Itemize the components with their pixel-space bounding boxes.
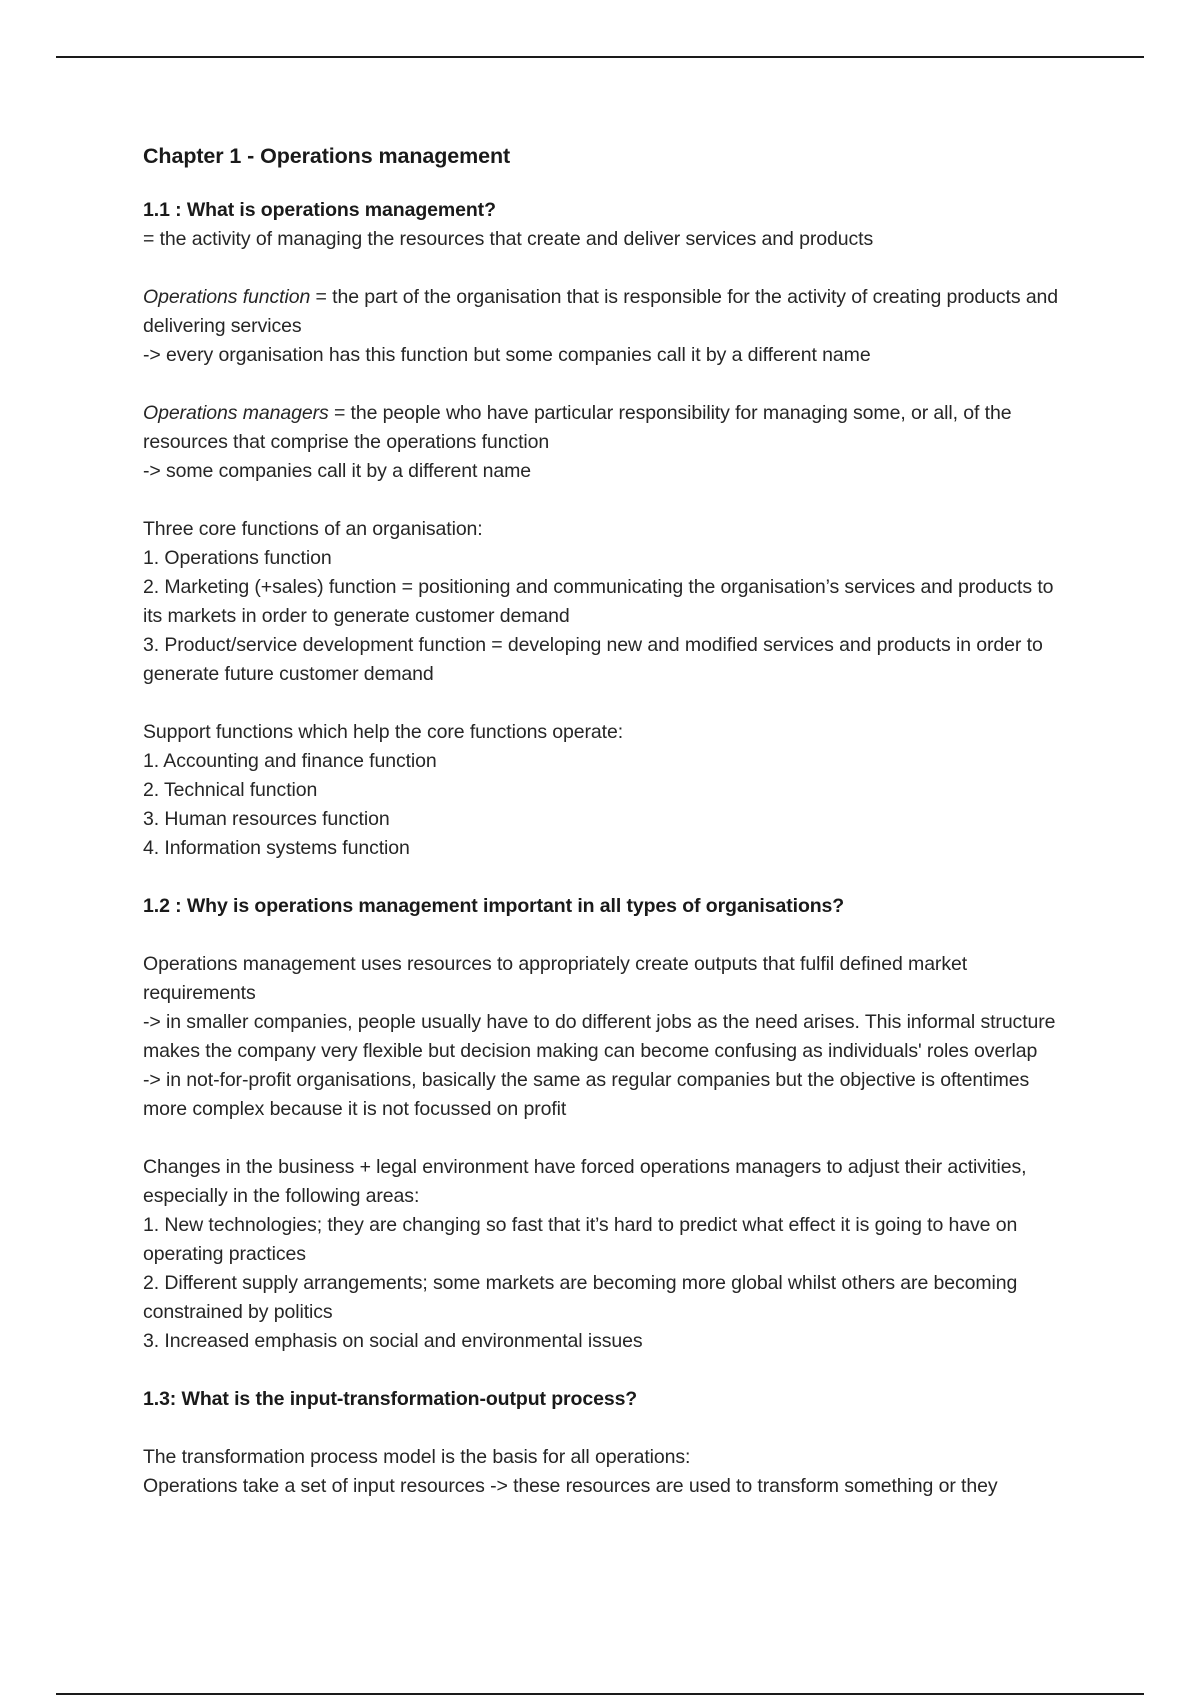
list-item: 3. Product/service development function = developing new and modified services and products in order to generate future customer demand bbox=[143, 634, 1043, 685]
ops-managers-definition bbox=[143, 399, 1063, 457]
ops-managers-text: = the people who have particular responsibility for managing some, or all, of the resources that comprise the operations function bbox=[143, 402, 1012, 453]
ops-function-note: -> every organisation has this function but some companies call it by a different name bbox=[143, 344, 871, 366]
ops-function-text: = the part of the organisation that is responsible for the activity of creating products and delivering services bbox=[143, 286, 1059, 337]
core-functions-intro: Three core functions of an organisation: bbox=[143, 518, 483, 540]
ops-function-definition bbox=[143, 283, 1063, 341]
paragraph: -> in smaller companies, people usually have to do different jobs as the need arises. This informal structure makes the company very flexible but decision making can become confusing as individuals' roles overlap bbox=[143, 1011, 1056, 1062]
list-item: 3. Increased emphasis on social and environmental issues bbox=[143, 1330, 643, 1352]
document-content bbox=[143, 140, 1063, 1501]
paragraph: The transformation process model is the basis for all operations: bbox=[143, 1446, 691, 1468]
paragraph: Operations management uses resources to appropriately create outputs that fulfil defined market requirements bbox=[143, 953, 968, 1004]
bottom-rule bbox=[56, 1693, 1144, 1695]
list-item: 4. Information systems function bbox=[143, 837, 410, 859]
paragraph: -> in not-for-profit organisations, basically the same as regular companies but the objective is oftentimes more complex because it is not focussed on profit bbox=[143, 1069, 1030, 1120]
ops-managers-term: Operations managers bbox=[143, 402, 329, 424]
chapter-title: Chapter 1 - Operations management bbox=[143, 144, 511, 168]
ops-managers-note: -> some companies call it by a different name bbox=[143, 460, 532, 482]
list-item: 2. Marketing (+sales) function = positioning and communicating the organisation’s services and products to its markets in order to generate customer demand bbox=[143, 576, 1054, 627]
list-item: 2. Technical function bbox=[143, 779, 318, 801]
section-1-1-heading: 1.1 : What is operations management? bbox=[143, 199, 496, 221]
list-item: 2. Different supply arrangements; some markets are becoming more global whilst others are becoming constrained by politics bbox=[143, 1272, 1018, 1323]
ops-management-definition: = the activity of managing the resources that create and deliver services and products bbox=[143, 228, 874, 250]
section-1-3-heading: 1.3: What is the input-transformation-output process? bbox=[143, 1388, 638, 1410]
ops-function-term: Operations function bbox=[143, 286, 311, 308]
list-item: 1. Accounting and finance function bbox=[143, 750, 437, 772]
changes-intro: Changes in the business + legal environment have forced operations managers to adjust their activities, especially in the following areas: bbox=[143, 1156, 1027, 1207]
paragraph: Operations take a set of input resources -> these resources are used to transform something or they bbox=[143, 1475, 998, 1497]
list-item: 1. New technologies; they are changing so fast that it’s hard to predict what effect it is going to have on operating practices bbox=[143, 1214, 1018, 1265]
support-functions-intro: Support functions which help the core functions operate: bbox=[143, 721, 624, 743]
section-1-2-heading: 1.2 : Why is operations management important in all types of organisations? bbox=[143, 895, 845, 917]
list-item: 3. Human resources function bbox=[143, 808, 390, 830]
top-rule bbox=[56, 56, 1144, 58]
list-item: 1. Operations function bbox=[143, 547, 332, 569]
